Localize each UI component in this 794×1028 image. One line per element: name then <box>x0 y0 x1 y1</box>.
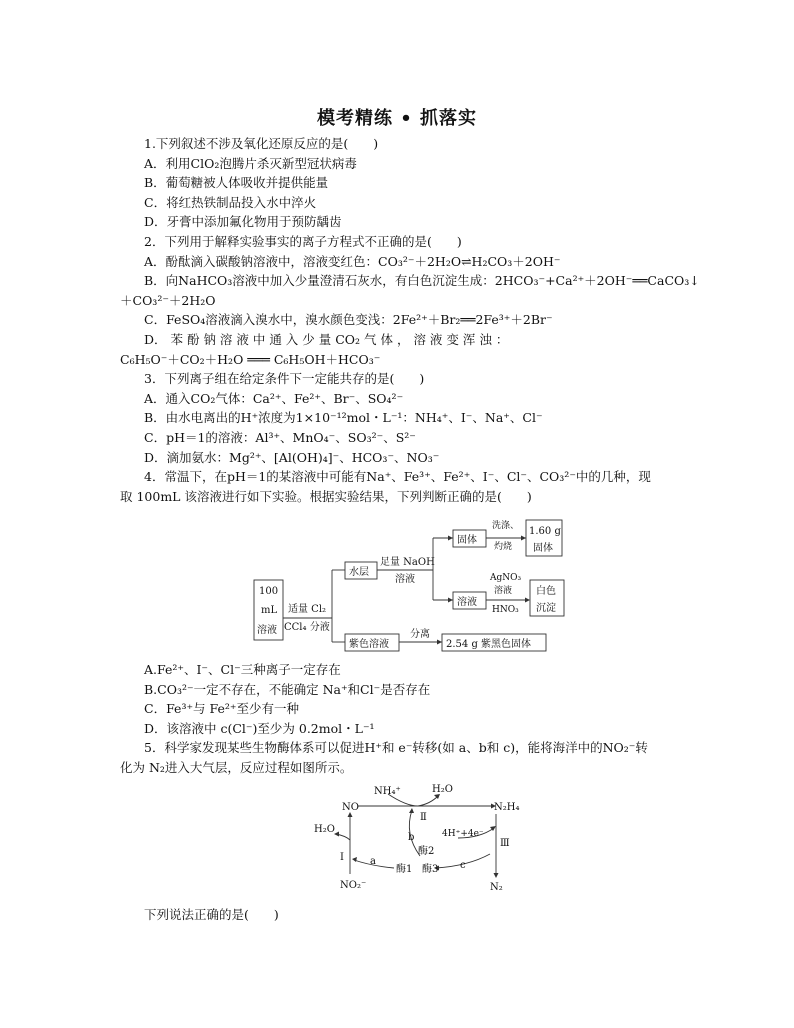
flow-naoh-top: 足量 NaOH <box>380 557 435 568</box>
cycle-h2o-left: H₂O <box>314 824 335 835</box>
q2-option-c: C．FeSO₄溶液滴入溴水中，溴水颜色变浅：2Fe²⁺＋Br₂══2Fe³⁺＋2Br⁻ <box>144 312 553 328</box>
flow-agno3-bottom: HNO₃ <box>492 605 519 615</box>
flow-solution: 溶液 <box>457 597 477 608</box>
flow-purple-solution: 紫色溶液 <box>349 639 389 650</box>
flow-naoh-bottom: 溶液 <box>395 574 415 585</box>
q1-stem: 1.下列叙述不涉及氧化还原反应的是( ) <box>144 136 379 151</box>
q3-option-a: A．通入CO₂气体：Ca²⁺、Fe²⁺、Br⁻、SO₄²⁻ <box>144 390 404 406</box>
page-title: 模考精练 • 抓落实 <box>316 108 478 129</box>
q4-option-c: C．Fe³⁺与 Fe²⁺至少有一种 <box>144 701 300 717</box>
cycle-no: NO <box>342 802 359 813</box>
q2-stem: 2．下列用于解释实验事实的离子方程式不正确的是( ) <box>144 233 462 249</box>
cycle-nh4: NH₄⁺ <box>374 786 401 797</box>
cycle-step-2: Ⅱ <box>420 812 427 823</box>
cycle-step-1: Ⅰ <box>340 852 344 863</box>
cycle-enzyme-3: 酶3 <box>422 864 439 875</box>
q4-option-a: A.Fe²⁺、I⁻、Cl⁻三种离子一定存在 <box>144 662 341 677</box>
q4-stem-cont: 取 100mL 该溶液进行如下实验。根据实验结果，下列判断正确的是( ) <box>120 488 532 504</box>
flow-wash-top: 洗涤、 <box>492 521 520 531</box>
cycle-no2: NO₂⁻ <box>340 880 367 891</box>
flow-start-3: 溶液 <box>257 625 277 636</box>
q4-option-b: B.CO₃²⁻一定不存在，不能确定 Na⁺和Cl⁻是否存在 <box>144 681 431 697</box>
flow-white-bottom: 沉淀 <box>536 603 556 614</box>
flow-white-top: 白色 <box>536 586 556 597</box>
question-block-1-4 <box>120 134 700 506</box>
q2-option-d-cont: C₆H₅O⁻＋CO₂＋H₂O ═══ C₆H₅OH＋HCO₃⁻ <box>120 351 381 367</box>
flow-agno3-mid: 溶液 <box>494 586 513 596</box>
cycle-b: b <box>408 832 415 843</box>
flow-wash-bottom: 灼烧 <box>494 542 513 552</box>
cycle-n2: N₂ <box>490 882 503 893</box>
q5-stem: 5．科学家发现某些生物酶体系可以促进H⁺和 e⁻转移(如 a、b和 c)，能将海洋中的NO₂⁻转 <box>144 740 648 756</box>
q3-option-d: D．滴加氨水：Mg²⁺、[Al(OH)₄]⁻、HCO₃⁻、NO₃⁻ <box>144 449 440 465</box>
q2-option-b: B．向NaHCO₃溶液中加入少量澄清石灰水，有白色沉淀生成：2HCO₃⁻+Ca²⁺＋2OH⁻══CaCO₃↓ <box>144 273 700 289</box>
q5-stem-cont: 化为 N₂进入大气层，反应过程如图所示。 <box>120 759 353 775</box>
q1-option-b: B．葡萄糖被人体吸收并提供能量 <box>144 175 329 191</box>
flow-reagent-top: 适量 Cl₂ <box>288 604 327 615</box>
flow-separate: 分离 <box>410 629 430 640</box>
q4-option-d: D．该溶液中 c(Cl⁻)至少为 0.2mol・L⁻¹ <box>144 720 375 736</box>
cycle-electrons: 4H⁺+4e⁻ <box>442 829 484 839</box>
q5-prompt: 下列说法正确的是( ) <box>144 907 279 922</box>
cycle-a: a <box>370 856 376 867</box>
flow-solid-mass-top: 1.60 g <box>529 526 561 537</box>
cycle-h2o-top: H₂O <box>432 784 453 795</box>
q2-option-a: A．酚酞滴入碳酸钠溶液中，溶液变红色：CO₃²⁻＋2H₂O⇌H₂CO₃＋2OH⁻ <box>144 253 561 269</box>
flow-agno3-top: AgNO₃ <box>490 573 522 583</box>
q1-option-a: A．利用ClO₂泡腾片杀灭新型冠状病毒 <box>144 155 357 171</box>
flow-water-layer: 水层 <box>349 567 369 578</box>
flow-solid: 固体 <box>457 535 477 546</box>
flow-start-2: mL <box>261 605 278 616</box>
cycle-step-3: Ⅲ <box>500 838 510 849</box>
flow-purple-solid: 2.54 g 紫黑色固体 <box>446 639 532 650</box>
cycle-n2h4: N₂H₄ <box>494 802 520 813</box>
flow-solid-mass-bottom: 固体 <box>533 543 553 554</box>
cycle-enzyme-2: 酶2 <box>418 846 435 857</box>
q3-stem: 3．下列离子组在给定条件下一定能共存的是( ) <box>144 371 425 387</box>
cycle-c: c <box>460 860 466 871</box>
q1-option-c: C．将红热铁制品投入水中淬火 <box>144 194 317 210</box>
flow-reagent-bottom: CCl₄ 分液 <box>284 622 330 633</box>
flow-start-1: 100 <box>259 586 279 597</box>
q3-option-c: C．pH＝1的溶液：Al³⁺、MnO₄⁻、SO₃²⁻、S²⁻ <box>144 429 416 445</box>
question-block-4-5 <box>120 660 664 778</box>
q1-option-d: D．牙膏中添加氟化物用于预防龋齿 <box>144 214 342 230</box>
q4-stem: 4．常温下，在pH＝1的某溶液中可能有Na⁺、Fe³⁺、Fe²⁺、I⁻、Cl⁻、CO₃²⁻中的几种，现 <box>144 469 651 485</box>
q3-option-b: B．由水电离出的H⁺浓度为1×10⁻¹²mol・L⁻¹：NH₄⁺、I⁻、Na⁺、Cl⁻ <box>144 410 543 426</box>
cycle-enzyme-1: 酶1 <box>396 864 413 875</box>
q2-option-b-cont: ＋CO₃²⁻＋2H₂O <box>120 292 216 308</box>
reaction-cycle-diagram <box>308 784 528 896</box>
q2-option-d: D． 苯 酚 钠 溶 液 中 通 入 少 量 CO₂ 气 体 ， 溶 液 变 浑 浊 ： <box>144 331 509 347</box>
flow-chart <box>250 518 561 660</box>
